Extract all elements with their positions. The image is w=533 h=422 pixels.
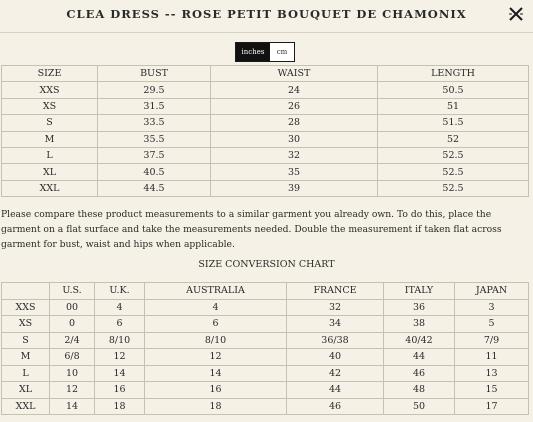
size-label-cell: XL [2,164,98,180]
table-cell: 34 [287,316,384,333]
table-cell: 30 [211,131,378,147]
table-row [2,98,529,114]
inches-toggle-button[interactable]: inches [236,43,270,61]
table-cell: 18 [95,398,145,415]
table-cell: 46 [384,365,455,382]
table-cell: 40/42 [384,332,455,349]
table-cell: 44 [287,382,384,399]
table-row [2,164,529,180]
table-cell: 52.5 [378,147,529,163]
table-cell: 18 [145,398,287,415]
table-cell: 12 [50,382,95,399]
table-cell: 5 [455,316,529,333]
table-cell: 52 [378,131,529,147]
table-cell: 51.5 [378,115,529,131]
table-cell: 35.5 [98,131,211,147]
table-cell: 36 [384,299,455,316]
table-cell: 37.5 [98,147,211,163]
table-cell: 17 [455,398,529,415]
table-cell: 24 [211,82,378,98]
table-cell: 14 [145,365,287,382]
table-cell: 31.5 [98,98,211,114]
table-row [2,115,529,131]
table-header-row [2,66,529,82]
table-cell: 48 [384,382,455,399]
table-cell: 32 [287,299,384,316]
table-cell: 8/10 [145,332,287,349]
table-cell: 42 [287,365,384,382]
close-icon[interactable] [508,6,524,22]
table-cell: 00 [50,299,95,316]
size-label-cell: XS [2,98,98,114]
table-cell: 40 [287,349,384,366]
column-header: LENGTH [378,66,529,82]
table-row [2,332,529,349]
conversion-chart-title: SIZE CONVERSION CHART [198,259,335,270]
table-cell: 11 [455,349,529,366]
table-row [2,180,529,196]
table-cell: 33.5 [98,115,211,131]
table-cell: 52.5 [378,164,529,180]
table-header-row [2,283,529,300]
table-cell: 13 [455,365,529,382]
table-cell: 12 [145,349,287,366]
table-cell: 35 [211,164,378,180]
column-header: FRANCE [287,283,384,300]
table-row [2,82,529,98]
column-header: SIZE [2,66,98,82]
table-cell: 50.5 [378,82,529,98]
table-cell: 6 [95,316,145,333]
measurement-note: Please compare these product measurements to a similar garment you already own. To do this, place the garment on a flat surface and take the measurements needed. Double the measurement if taken flat across garment for bust, waist and hips when applicable. [1,209,502,250]
table-cell: 12 [95,349,145,366]
size-label-cell: XXS [2,82,98,98]
table-cell: 32 [211,147,378,163]
column-header: U.K. [95,283,145,300]
size-label-cell: XXS [2,299,50,316]
table-cell: 14 [50,398,95,415]
size-label-cell: XL [2,382,50,399]
table-cell: 10 [50,365,95,382]
table-cell: 4 [145,299,287,316]
column-header: JAPAN [455,283,529,300]
column-header [2,283,50,300]
table-cell: 28 [211,115,378,131]
size-label-cell: S [2,332,50,349]
column-header: BUST [98,66,211,82]
size-label-cell: XS [2,316,50,333]
table-cell: 29.5 [98,82,211,98]
table-cell: 6/8 [50,349,95,366]
table-cell: 26 [211,98,378,114]
modal-title: CLEA DRESS -- ROSE PETIT BOUQUET DE CHAMONIX [66,7,467,21]
size-measurement-table [1,65,529,197]
table-row [2,131,529,147]
table-cell: 44.5 [98,180,211,196]
table-cell: 46 [287,398,384,415]
table-cell: 36/38 [287,332,384,349]
table-cell: 8/10 [95,332,145,349]
table-row [2,299,529,316]
table-cell: 16 [95,382,145,399]
table-row [2,316,529,333]
column-header: WAIST [211,66,378,82]
size-label-cell: M [2,131,98,147]
table-cell: 50 [384,398,455,415]
table-cell: 6 [145,316,287,333]
table-row [2,365,529,382]
table-cell: 3 [455,299,529,316]
size-label-cell: S [2,115,98,131]
size-label-cell: L [2,365,50,382]
size-table-body [2,82,529,197]
table-cell: 4 [95,299,145,316]
table-row [2,147,529,163]
modal-header [0,0,533,33]
table-cell: 15 [455,382,529,399]
table-cell: 51 [378,98,529,114]
table-cell: 44 [384,349,455,366]
size-conversion-table [1,282,529,415]
table-cell: 52.5 [378,180,529,196]
size-label-cell: M [2,349,50,366]
cm-toggle-button[interactable]: cm [270,43,294,61]
column-header: U.S. [50,283,95,300]
table-cell: 40.5 [98,164,211,180]
table-cell: 2/4 [50,332,95,349]
conversion-table-body [2,299,529,415]
table-row [2,398,529,415]
size-label-cell: XXL [2,398,50,415]
table-cell: 39 [211,180,378,196]
size-label-cell: L [2,147,98,163]
size-label-cell: XXL [2,180,98,196]
table-cell: 14 [95,365,145,382]
table-row [2,382,529,399]
column-header: ITALY [384,283,455,300]
table-row [2,349,529,366]
column-header: AUSTRALIA [145,283,287,300]
table-cell: 7/9 [455,332,529,349]
table-cell: 0 [50,316,95,333]
table-cell: 38 [384,316,455,333]
unit-toggle[interactable] [235,42,295,62]
table-cell: 16 [145,382,287,399]
